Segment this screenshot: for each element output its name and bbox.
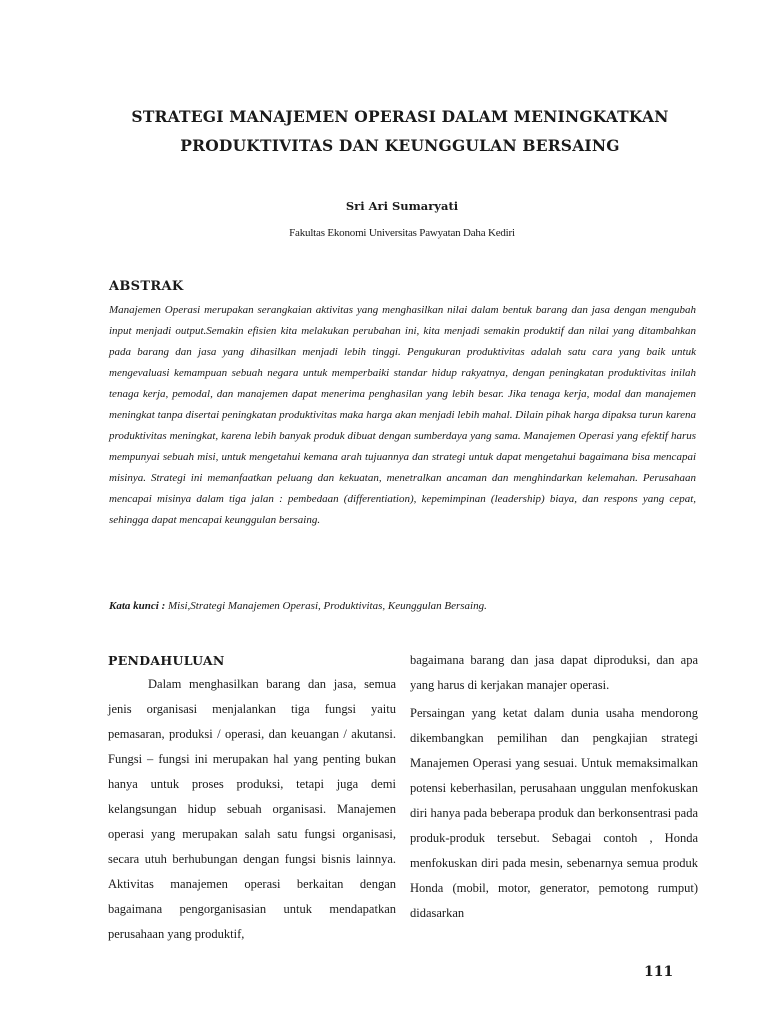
abstract-heading: ABSTRAK — [109, 279, 184, 294]
title-line-1: STRATEGI MANAJEMEN OPERASI DALAM MENINGKATKAN — [131, 107, 669, 126]
right-paragraph-2: Persaingan yang ketat dalam dunia usaha mendorong dikembangkan pemilihan dan pengkajian strategi Manajemen Operasi yang sesuai. Untuk memaksimalkan potensi keberhasilan, perusahaan unggulan menfokuskan diri hanya pada beberapa produk dan berkonsentrasi pada produk-produk tersebut. Sebagai contoh , Honda menfokuskan diri pada mesin, sebenarnya semua produk Honda (mobil, motor, generator, pemotong rumput) didasarkan — [410, 706, 698, 920]
author-affiliation: Fakultas Ekonomi Universitas Pawyatan Daha Kediri — [289, 227, 515, 239]
keywords — [109, 600, 709, 612]
keywords-label: Kata kunci : — [109, 600, 166, 612]
section-heading: PENDAHULUAN — [108, 653, 225, 668]
title-line-2: PRODUKTIVITAS DAN KEUNGGULAN BERSAING — [180, 136, 620, 155]
author-name: Sri Ari Sumaryati — [345, 199, 459, 213]
left-paragraph: Dalam menghasilkan barang dan jasa, semua jenis organisasi menjalankan tiga fungsi yaitu pemasaran, produksi / operasi, dan keuangan / akutansi. Fungsi – fungsi ini merupakan hal yang penting bukan hanya untuk proses produksi, tetapi juga demi kelangsungan hidup sebuah organisasi. Manajemen operasi yang merupakan salah satu fungsi organisasi, secara utuh berhubungan dengan fungsi bisnis lainnya. Aktivitas manajemen operasi berkaitan dengan bagaimana pengorganisasian untuk mendapatkan perusahaan yang produktif, — [108, 677, 396, 941]
right-column — [410, 648, 698, 926]
left-column — [108, 650, 396, 947]
page-number: 111 — [644, 964, 674, 980]
abstract-text: Manajemen Operasi merupakan serangkaian aktivitas yang menghasilkan nilai dalam bentuk barang dan jasa dengan mengubah input menjadi output.Semakin efisien kita melakukan perubahan ini, kita menjadi semakin produktif dan nilai yang ditambahkan pada barang dan jasa yang dihasilkan menjadi lebih tinggi. Pengukuran produktivitas adalah satu cara yang baik untuk mengevaluasi kemampuan sebuah negara untuk memperbaiki standar hidup rakyatnya, dengan peningkatan produktivitas inilah tenaga kerja, pemodal, dan manajemen dapat menerima penghasilan yang lebih besar. Jika tenaga kerja, modal dan manajemen meningkat tanpa disertai peningkatan produktivitas maka harga akan menjadi lebih mahal. Dilain pihak harga dipaksa turun karena produktivitas meningkat, karena lebih banyak produk dibuat dengan sumberdaya yang sama. Manajemen Operasi yang efektif harus mempunyai sebuah misi, untuk mengetahui kemana arah tujuannya dan strategi untuk dapat mengetahui bagaimana bisa mencapai misinya. Strategi ini memanfaatkan peluang dan kekuatan, menetralkan ancaman dan menghindarkan kelemahan. Perusahaan mencapai misinya dalam tiga jalan : pembedaan (differentiation), kepemimpinan (leadership) biaya, dan respons yang cepat, sehingga dapat mencapai keunggulan bersaing. — [109, 304, 696, 526]
right-paragraph-1: bagaimana barang dan jasa dapat diproduksi, dan apa yang harus di kerjakan manajer operasi. — [410, 653, 698, 692]
keywords-text: Misi,Strategi Manajemen Operasi, Produktivitas, Keunggulan Bersaing. — [165, 600, 487, 612]
